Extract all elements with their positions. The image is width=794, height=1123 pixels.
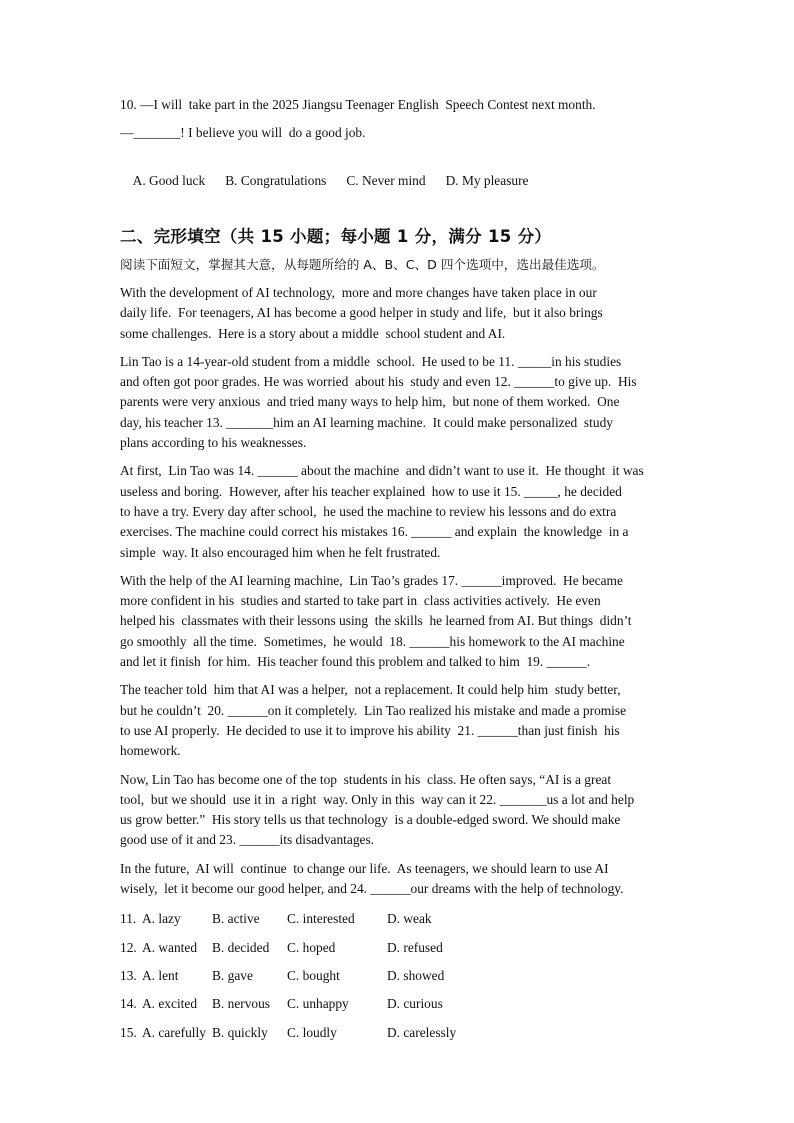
passage-line: useless and boring. However, after his teacher explained how to use it 15. _____, he decided (120, 483, 622, 499)
passage-line: more confident in his studies and started to take part in class activities actively. He even (120, 593, 601, 609)
passage-paragraph (120, 283, 680, 344)
option-row (120, 990, 680, 1018)
option-choice: D. carelessly (387, 1024, 457, 1040)
option-choice: D. weak (387, 911, 432, 927)
option-row (120, 1019, 680, 1047)
passage-line: day, his teacher 13. _______him an AI learning machine. It could make personalized study (120, 414, 613, 430)
option-choice: C. loudly (287, 1024, 337, 1040)
option-choice: A. lent (142, 968, 179, 984)
option-choice: C. interested (287, 911, 355, 927)
passage-line: to have a try. Every day after school, he used the machine to review his lessons and do extra (120, 503, 617, 519)
passage-line: The teacher told him that AI was a helper, not a replacement. It could help him study better, (120, 682, 621, 698)
option-choice: C. hoped (287, 939, 336, 955)
passage-paragraph (120, 680, 680, 761)
option-row (120, 962, 680, 990)
passage-line: exercises. The machine could correct his mistakes 16. ______ and explain the knowledge in a (120, 524, 629, 540)
passage-line: and let it finish for him. His teacher found this problem and talked to him 19. ______. (120, 654, 591, 670)
section-title: 二、完形填空（共 15 小题；每小题 1 分，满分 15 分） (120, 227, 552, 246)
passage-line: wisely, let it become our good helper, and 24. ______our dreams with the help of technology. (120, 881, 624, 897)
question-10-option-a: A. Good luck (132, 173, 206, 188)
option-choice: C. bought (287, 968, 340, 984)
passage-line: Now, Lin Tao has become one of the top students in his class. He often says, “AI is a great (120, 771, 612, 787)
passage-line: but he couldn’t 20. ______on it completely. Lin Tao realized his mistake and made a promise (120, 702, 627, 718)
passage-line: simple way. It also encouraged him when he felt frustrated. (120, 544, 441, 560)
option-choice: A. lazy (142, 911, 181, 927)
option-choice: A. carefully (142, 1024, 206, 1040)
passage-paragraph (120, 859, 680, 900)
option-row (120, 905, 680, 933)
question-10-reply: —_______! I believe you will do a good job. (120, 125, 366, 140)
passage-line: and often got poor grades. He was worried about his study and even 12. ______to give up. His (120, 374, 637, 390)
option-choice: B. active (212, 911, 260, 927)
document-page (120, 90, 680, 1047)
option-choice: C. unhappy (287, 996, 349, 1012)
option-number: 14. (120, 996, 137, 1012)
passage-line: Lin Tao is a 14-year-old student from a middle school. He used to be 11. _____in his studies (120, 353, 622, 369)
option-choice: B. nervous (212, 996, 271, 1012)
passage-line: us grow better.” His story tells us that technology is a double-edged sword. We should make (120, 812, 621, 828)
option-choice: B. decided (212, 939, 270, 955)
passage-line: helped his classmates with their lessons using the skills he learned from AI. But things didn’t (120, 613, 632, 629)
option-number: 13. (120, 968, 137, 984)
cloze-options (120, 905, 680, 1046)
section-instruction: 阅读下面短文，掌握其大意，从每题所给的 A、B、C、D 四个选项中，选出最佳选项。 (120, 257, 605, 272)
passage-line: homework. (120, 743, 181, 759)
option-number: 12. (120, 939, 137, 955)
passage-line: parents were very anxious and tried many ways to help him, but none of them worked. One (120, 394, 620, 410)
option-choice: D. refused (387, 939, 443, 955)
question-10-option-c: C. Never mind (346, 173, 426, 188)
question-10-stem: 10. —I will take part in the 2025 Jiangsu Teenager English Speech Contest next month. (120, 97, 596, 112)
option-number: 15. (120, 1024, 137, 1040)
option-choice: B. gave (212, 968, 253, 984)
question-10-option-b: B. Congratulations (225, 173, 327, 188)
passage-line: go smoothly all the time. Sometimes, he would 18. ______his homework to the AI machine (120, 633, 625, 649)
option-number: 11. (120, 911, 137, 927)
passage-line: daily life. For teenagers, AI has become a good helper in study and life, but it also brings (120, 305, 603, 321)
passage-line: At first, Lin Tao was 14. ______ about the machine and didn’t want to use it. He thought it was (120, 463, 644, 479)
option-choice: D. curious (387, 996, 443, 1012)
passage-line: With the development of AI technology, more and more changes have taken place in our (120, 285, 597, 300)
passage-line: With the help of the AI learning machine, Lin Tao’s grades 17. ______improved. He became (120, 572, 623, 588)
passage-paragraph (120, 461, 680, 562)
option-choice: A. wanted (142, 939, 198, 955)
passage-paragraph (120, 571, 680, 672)
option-choice: D. showed (387, 968, 445, 984)
passage-paragraph (120, 770, 680, 851)
option-choice: B. quickly (212, 1024, 268, 1040)
option-choice: A. excited (142, 996, 198, 1012)
passage-line: some challenges. Here is a story about a middle school student and AI. (120, 325, 506, 341)
option-row (120, 934, 680, 962)
cloze-passage (120, 283, 680, 899)
passage-line: good use of it and 23. ______its disadvantages. (120, 832, 375, 848)
passage-line: to use AI properly. He decided to use it to improve his ability 21. ______than just finish his (120, 722, 620, 738)
question-10-options (120, 151, 680, 211)
passage-paragraph (120, 352, 680, 453)
passage-line: plans according to his weaknesses. (120, 435, 307, 451)
passage-line: tool, but we should use it in a right way. Only in this way can it 22. _______us a lot and help (120, 791, 635, 807)
question-10-option-d: D. My pleasure (445, 173, 529, 188)
passage-line: In the future, AI will continue to change our life. As teenagers, we should learn to use AI (120, 860, 609, 876)
